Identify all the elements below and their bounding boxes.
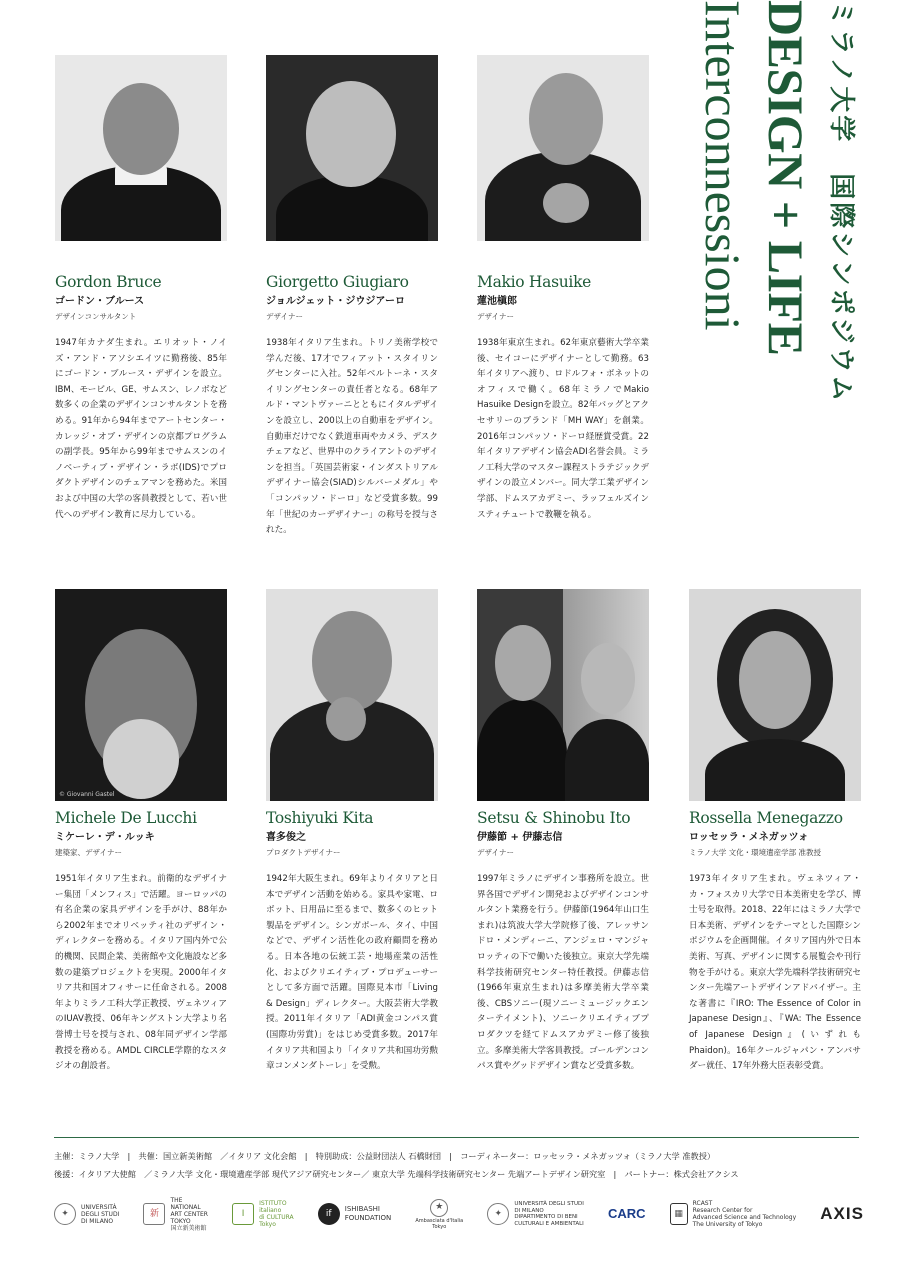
logo-axis: AXIS bbox=[820, 1204, 864, 1223]
symposium-subtitle: ミラノ大学 国際シンポジウム bbox=[826, 0, 856, 405]
speaker-card-setsu-shinobu-ito bbox=[477, 589, 649, 1075]
italian-emblem-icon: ★ bbox=[430, 1199, 448, 1217]
logo-italian-embassy: ★ Ambasciata d'Italia Tokyo bbox=[415, 1199, 463, 1230]
speaker-name-en: Rossella Menegazzo bbox=[689, 809, 843, 827]
iic-icon: I bbox=[232, 1203, 254, 1225]
credits-organizers: 主催：ミラノ大学 | 共催：国立新美術館 ／イタリア 文化会館 | 特別助成：公益財団法人 石橋財団 | コーディネーター：ロッセッラ・メネガッツォ（ミラノ大学 准教授） bbox=[54, 1151, 716, 1161]
speaker-bio: 1938年東京生まれ。62年東京藝術大学卒業後、セイコーにデザイナーとして勤務。63年イタリアへ渡り、ロドルフォ・ボネットのオフィスで働く。68年ミラノでMakio Hasuike Designを設立。82年バッグとアクセサリーのブランド「MH WAY」を創業。2016年コンパッソ・ドーロ経歴賞受賞。22年イタリアデザイン協会ADI名誉会員。ミラノ工科大学のマスター課程ストラテジックデザインの設立メンバー。同大学工業デザイン学部、ドムスアカデミー、ラッフェルズインスティチュートで教鞭を執る。 bbox=[477, 338, 649, 520]
speaker-name-ja: ゴードン・ブルース bbox=[55, 296, 145, 307]
speaker-card-makio-hasuike bbox=[477, 55, 649, 523]
speaker-role: デザイナー bbox=[266, 312, 303, 321]
speaker-name-en: Michele De Lucchi bbox=[55, 809, 197, 827]
speaker-role: プロダクトデザイナー bbox=[266, 848, 341, 857]
speaker-name-ja: ジョルジェット・ジウジアーロ bbox=[266, 296, 406, 307]
sponsor-logos bbox=[54, 1196, 864, 1232]
speaker-card-toshiyuki-kita bbox=[266, 589, 438, 1075]
speaker-name-en: Giorgetto Giugiaro bbox=[266, 273, 409, 291]
rcast-icon: ▦ bbox=[670, 1203, 688, 1225]
logo-rcast: ▦ RCAST Research Center for Advanced Science and Technology The University of Tokyo bbox=[670, 1200, 797, 1228]
speaker-name-en: Gordon Bruce bbox=[55, 273, 162, 291]
speaker-role: デザイナー bbox=[477, 848, 514, 857]
nact-icon: 新 bbox=[143, 1203, 165, 1225]
speaker-photo bbox=[477, 589, 649, 801]
speaker-card-michele-de-lucchi bbox=[55, 589, 227, 1075]
speaker-name-en: Toshiyuki Kita bbox=[266, 809, 374, 827]
speaker-name-ja: ミケーレ・デ・ルッキ bbox=[55, 832, 155, 843]
logo-nact: 新 THE NATIONAL ART CENTER TOKYO 国立新美術館 bbox=[143, 1197, 208, 1232]
photo-credit: © Giovanni Gastel bbox=[59, 791, 115, 798]
speaker-bio: 1947年カナダ生まれ。エリオット・ノイズ・アンド・アソシエイツに勤務後、85年にゴードン・ブルース・デザインを設立。IBM、モービル、GE、サムスン、レノボなど数多くの企業のデザインコンサルタントを務める。91年から94年までアートセンター・カレッジ・オブ・デザインの京都プログラムの副学長。95年から99年までサムスンのイノベーティブ・デザイン・ラボ(IDS)でプロダクトデザインのチェアマンを務めた。米国および中国の大学の客員教授として、若い世代へのデザイン教育に尽力している。 bbox=[55, 338, 227, 520]
speaker-bio: 1942年大阪生まれ。69年よりイタリアと日本でデザイン活動を始める。家具や家電、ロボット、日用品に至るまで、数多くのヒット製品をデザイン。シンガポール、タイ、中国などで、デザイン活性化の政府顧問を務める。日本各地の伝統工芸・地場産業の活性化、およびクリエイティブ・プロデューサーとして多方面で活躍。国際見本市「Living & Design」ディレクター。大阪芸術大学教授。2011年イタリア「ADI黄金コンパス賞(国際功労賞)」をはじめ受賞多数。2017年イタリア共和国より「イタリア共和国功労勲章コンメンダトーレ」を受勲。 bbox=[266, 874, 438, 1072]
speaker-bio: 1973年イタリア生まれ。ヴェネツィア・カ・フォスカリ大学で日本美術史を学び、博士号を取得。2018、22年にはミラノ大学で日本美術、デザインをテーマとした国際シンポジウムを企画開催。イタリア国内外で日本美術、写真、デザインに関する展覧会や刊行物を手がける。東京大学先端科学技術研究センター先端アートデザインアドバイザー。主な著書に『IRO: The Essence of Color in Japanese Design』、『WA: The Essence of Japanese Design』(いずれもPhaidon)。16年クールジャパン・アンバサダー就任、17年外務大臣表彰受賞。 bbox=[689, 874, 861, 1072]
university-seal-icon: ✦ bbox=[54, 1203, 76, 1225]
logo-iic-tokyo: I ISTITUTO italiano di CULTURA Tokyo bbox=[232, 1200, 294, 1228]
speaker-role: 建築家、デザイナー bbox=[55, 848, 122, 857]
speaker-role: デザイナー bbox=[477, 312, 514, 321]
speaker-photo bbox=[689, 589, 861, 801]
speaker-role: デザインコンサルタント bbox=[55, 312, 137, 321]
speaker-card-giorgetto-giugiaro bbox=[266, 55, 438, 539]
speaker-bio: 1997年ミラノにデザイン事務所を設立。世界各国でデザイン開発およびデザインコンサルタント業務を行う。伊藤節(1964年山口生まれ)は筑波大学大学院修了後、アレッサンドロ・メンディーニ、アンジェロ・マンジャロッティの下で働いた後独立。東京大学先端科学技術研究センター特任教授。伊藤志信(1966年東京生まれ)は多摩美術大学卒業後、CBSソニー(現ソニーミュージックエンターテイメント)、ソニークリエイティブプロダクツを経てドムスアカデミー修了後独立。多摩美術大学客員教授。ゴールデンコンパス賞やグッドデザイン賞など受賞多数。 bbox=[477, 874, 649, 1072]
speaker-name-en: Makio Hasuike bbox=[477, 273, 592, 291]
logo-unimi-department: ✦ UNIVERSITÀ DEGLI STUDI DI MILANO DIPARTIMENTO DI BENI CULTURALI E AMBIENTALI bbox=[487, 1201, 584, 1227]
credits-supporters: 後援：イタリア大使館 ／ミラノ大学 文化・環境遺産学部 現代アジア研究センター／ 東京大学 先端科学技術研究センター 先端アートデザイン研究室 | パートナー：株式会社アクシス bbox=[54, 1169, 739, 1179]
speaker-name-ja: 喜多俊之 bbox=[266, 832, 306, 843]
title-interconnessioni: Interconnessioni bbox=[695, 0, 751, 331]
logo-university-milan: ✦ UNIVERSITÀ DEGLI STUDI DI MILANO bbox=[54, 1203, 119, 1225]
logo-carc: CARC bbox=[607, 1206, 646, 1221]
speaker-photo bbox=[477, 55, 649, 241]
speaker-name-ja: ロッセッラ・メネガッツォ bbox=[689, 832, 809, 843]
speaker-name-ja: 伊藤節 + 伊藤志信 bbox=[477, 832, 563, 843]
logo-ishibashi: if ISHIBASHI FOUNDATION bbox=[318, 1203, 392, 1225]
speaker-name-ja: 蓮池槇郎 bbox=[477, 296, 517, 307]
speaker-bio: 1951年イタリア生まれ。前衛的なデザイナー集団「メンフィス」で活躍。ヨーロッパの有名企業の家具デザインを手がけ、88年から2002年までオリベッティ社のデザイン・ディレクターを務める。イタリア国内外で公的機関、民間企業、美術館や文化施設など多数の建築プロジェクトを実現。2000年イタリア共和国オフィサーに任命される。2008年よりミラノ工科大学正教授、ヴェネツィアのIUAV教授、06年キングストン大学より名誉博士号を授与され、08年同デザイン学部教授を務める。AMDL CIRCLE学際的なスタジオの創設者。 bbox=[55, 874, 227, 1072]
speaker-card-rossella-menegazzo bbox=[689, 589, 861, 1075]
speaker-card-gordon-bruce bbox=[55, 55, 227, 523]
footer-divider bbox=[54, 1137, 859, 1138]
speaker-bio: 1938年イタリア生まれ。トリノ美術学校で学んだ後、17才でフィアット・スタイリングセンターに入社。52年ベルトーネ・スタイリングセンターの責任者となる。68年アルド・マントヴァーニとともにイタルデザインを設立し、200以上の自動車をデザイン。自動車だけでなく鉄道車両やカメラ、デスクチェアなど、世界中のクライアントのデザインを担当。「英国芸術家・インダストリアルデザイナー協会(SIAD)シルバーメダル」や「コンパッソ・ドーロ」など受賞多数。99年「世紀のカーデザイナー」の称号を授与された。 bbox=[266, 338, 438, 536]
speaker-photo bbox=[55, 589, 227, 801]
speaker-photo bbox=[55, 55, 227, 241]
speaker-name-en: Setsu & Shinobu Ito bbox=[477, 809, 631, 827]
speaker-role: ミラノ大学 文化・環境遺産学部 准教授 bbox=[689, 848, 822, 857]
speaker-photo bbox=[266, 589, 438, 801]
ishibashi-icon: if bbox=[318, 1203, 340, 1225]
university-seal-icon: ✦ bbox=[487, 1203, 509, 1225]
title-design-life: DESIGN + LIFE bbox=[758, 0, 814, 356]
speaker-photo bbox=[266, 55, 438, 241]
